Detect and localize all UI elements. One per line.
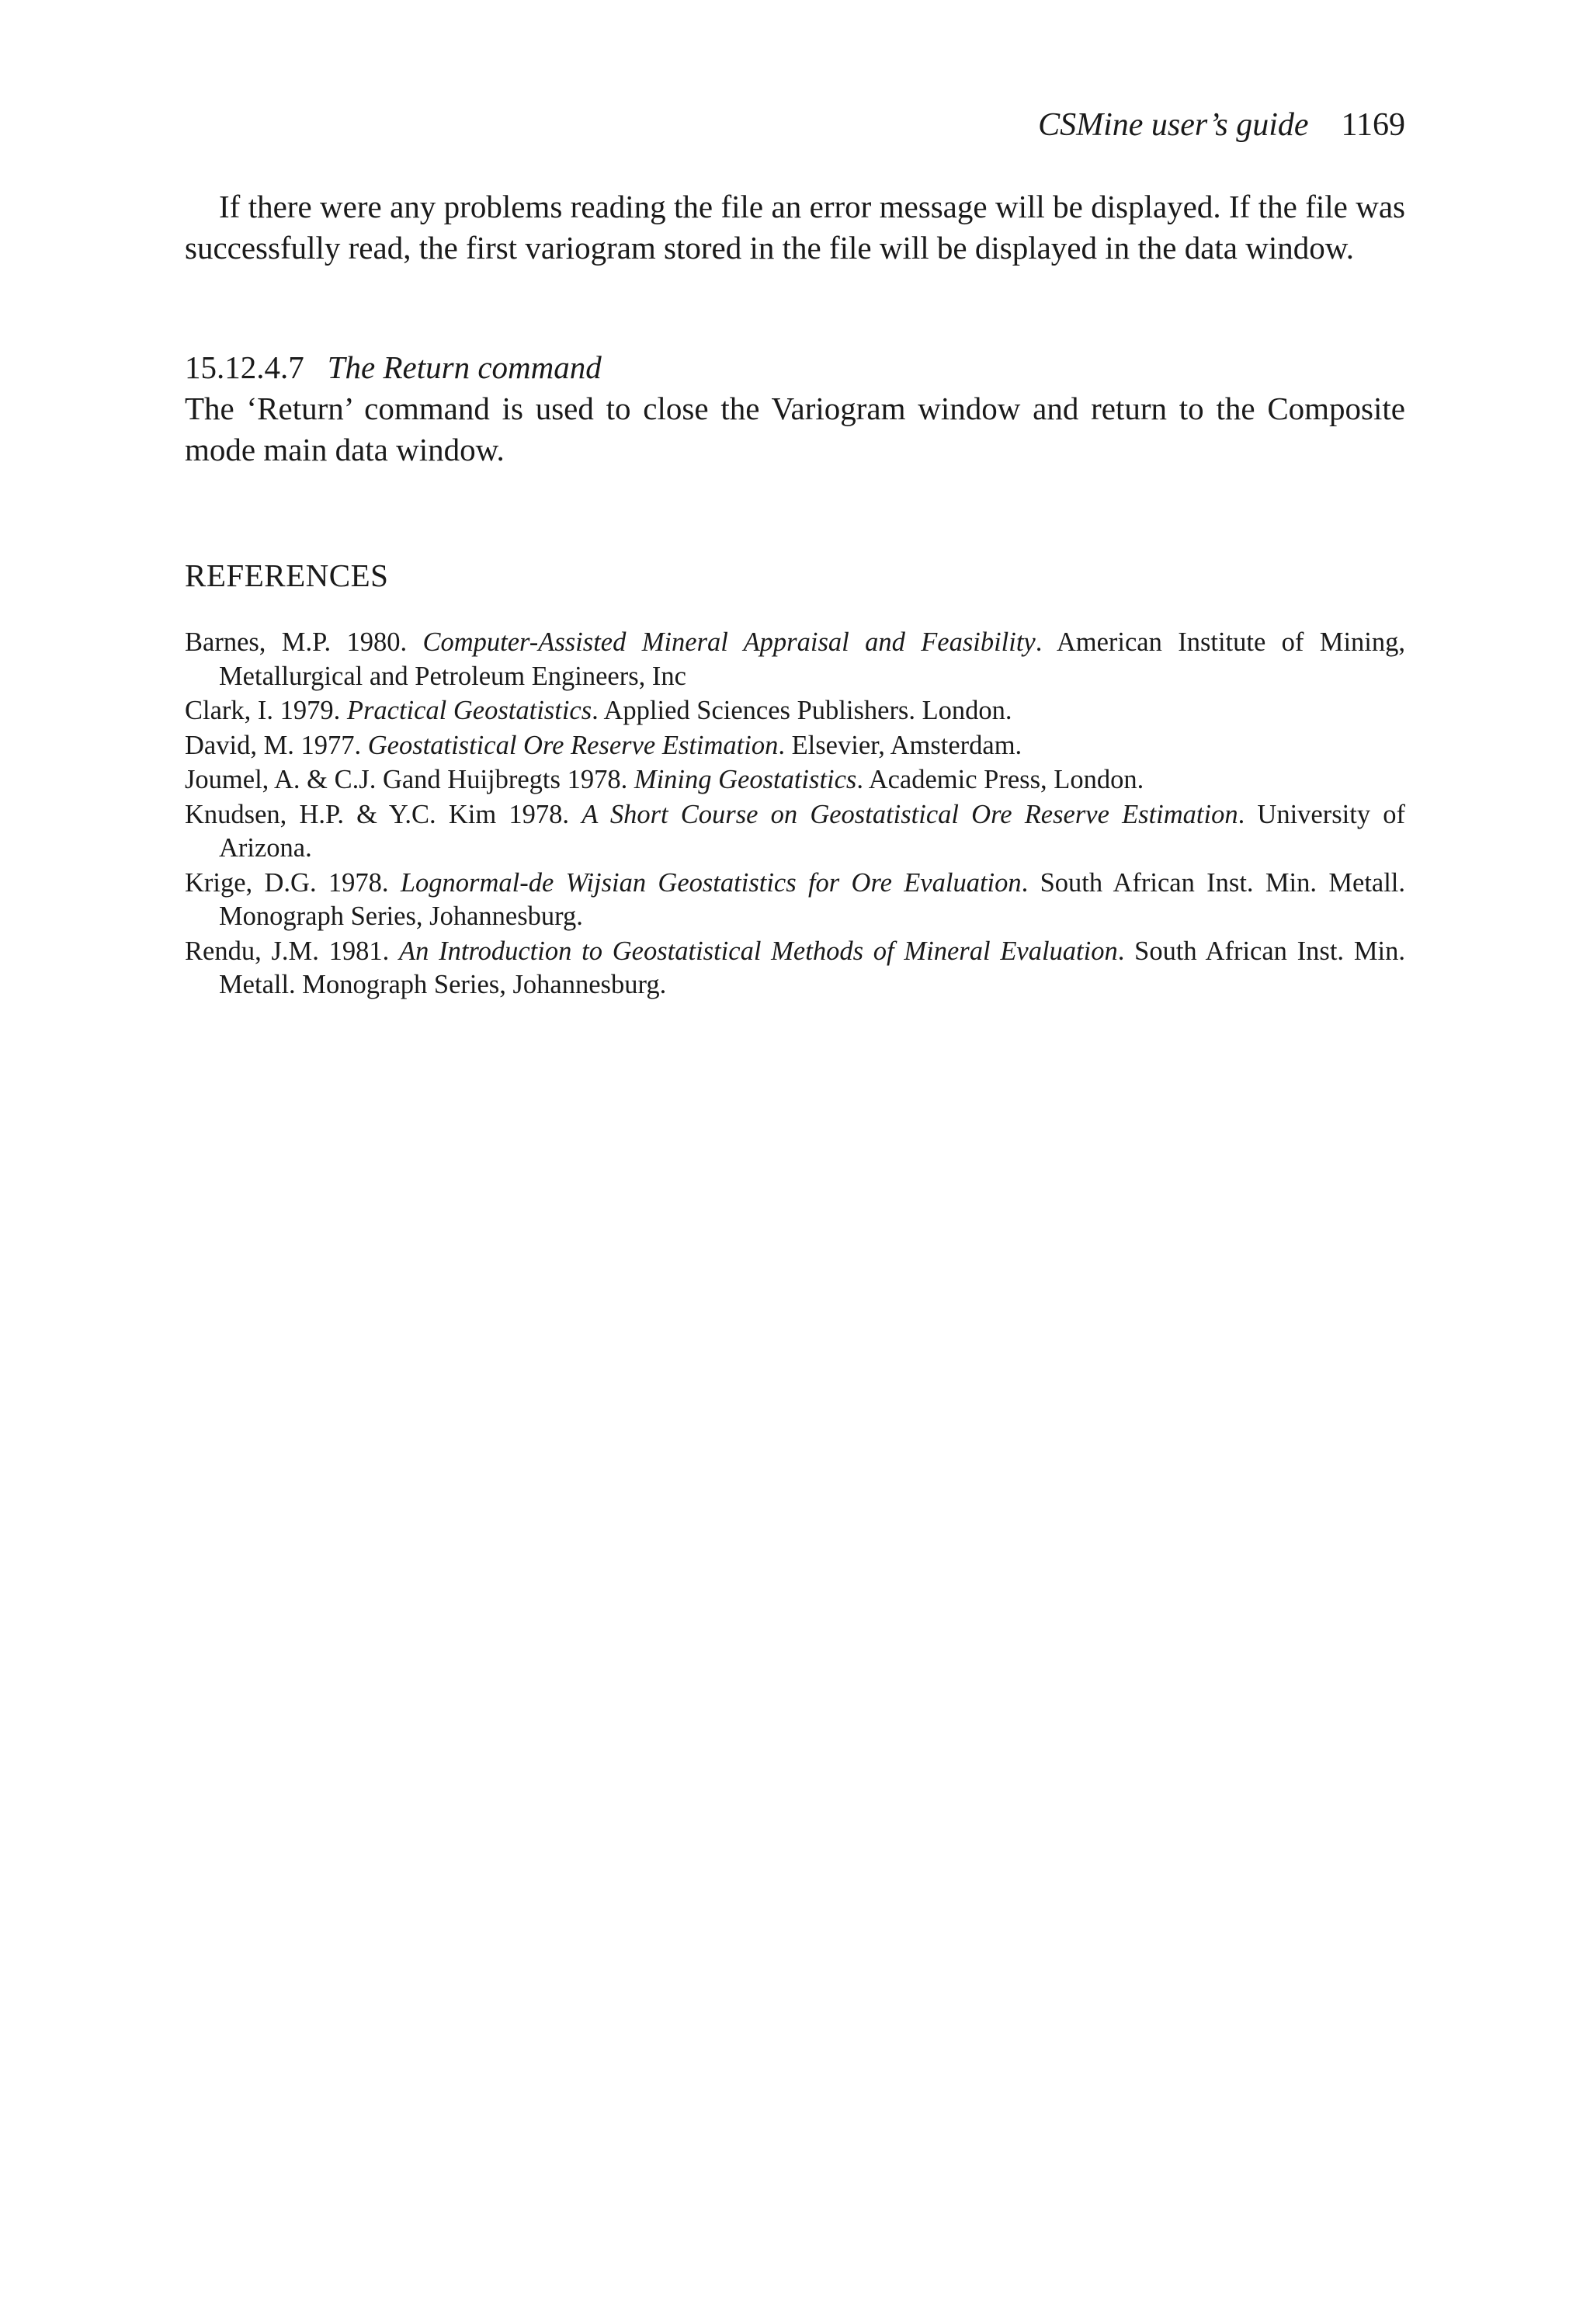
reference-authors: David, M. 1977. xyxy=(185,730,368,760)
reference-authors: Joumel, A. & C.J. Gand Huijbregts 1978. xyxy=(185,765,634,794)
reference-publisher: . University of Arizona. xyxy=(219,799,1405,863)
reference-item xyxy=(185,626,1405,693)
reference-item xyxy=(185,729,1405,763)
running-head xyxy=(1038,105,1405,145)
reference-title: Mining Geostatistics xyxy=(634,765,857,794)
reference-title: Computer-Assisted Mineral Appraisal and Feasibility xyxy=(422,627,1036,657)
section-number: 15.12.4.7 xyxy=(185,349,304,385)
page-number: 1169 xyxy=(1341,107,1405,143)
reference-authors: Barnes, M.P. 1980. xyxy=(185,627,423,657)
reference-publisher: . South African Inst. Min. Metall. Monograph Series, Johannesburg. xyxy=(219,867,1406,931)
reference-item xyxy=(185,798,1405,866)
reference-publisher: . American Institute of Mining, Metallurgical and Petroleum Engineers, Inc xyxy=(219,627,1405,691)
reference-publisher: . Elsevier, Amsterdam. xyxy=(778,730,1022,760)
reference-title: An Introduction to Geostatistical Methods of Mineral Evaluation xyxy=(399,936,1118,966)
reference-item xyxy=(185,867,1405,934)
reference-title: Geostatistical Ore Reserve Estimation xyxy=(367,730,779,760)
reference-item xyxy=(185,935,1405,1002)
section-heading xyxy=(185,347,602,387)
references-list xyxy=(185,626,1405,1003)
section-title: The Return command xyxy=(327,349,602,385)
reference-item xyxy=(185,694,1405,728)
reference-item xyxy=(185,763,1405,797)
paragraph-return-command: The ‘Return’ command is used to close the Variogram window and return to the Composite mode main data window. xyxy=(185,391,1405,467)
reference-title: A Short Course on Geostatistical Ore Reserve Estimation xyxy=(581,799,1238,829)
references-heading: REFERENCES xyxy=(185,558,389,593)
reference-authors: Krige, D.G. 1978. xyxy=(185,867,401,898)
reference-publisher: . South African Inst. Min. Metall. Monograph Series, Johannesburg. xyxy=(219,936,1405,999)
reference-authors: Rendu, J.M. 1981. xyxy=(185,936,400,966)
paragraph-file-read: If there were any problems reading the file an error message will be displayed. If the file was successfully read, the first variogram stored in the file will be displayed in the data window. xyxy=(185,189,1405,266)
reference-title: Lognormal-de Wijsian Geostatistics for Ore Evaluation xyxy=(400,867,1022,898)
reference-authors: Knudsen, H.P. & Y.C. Kim 1978. xyxy=(185,799,582,829)
running-head-title: CSMine user’s guide xyxy=(1038,107,1309,143)
reference-authors: Clark, I. 1979. xyxy=(185,696,347,725)
reference-publisher: . Academic Press, London. xyxy=(856,765,1144,794)
reference-title: Practical Geostatistics xyxy=(346,696,592,725)
reference-publisher: . Applied Sciences Publishers. London. xyxy=(592,696,1012,725)
